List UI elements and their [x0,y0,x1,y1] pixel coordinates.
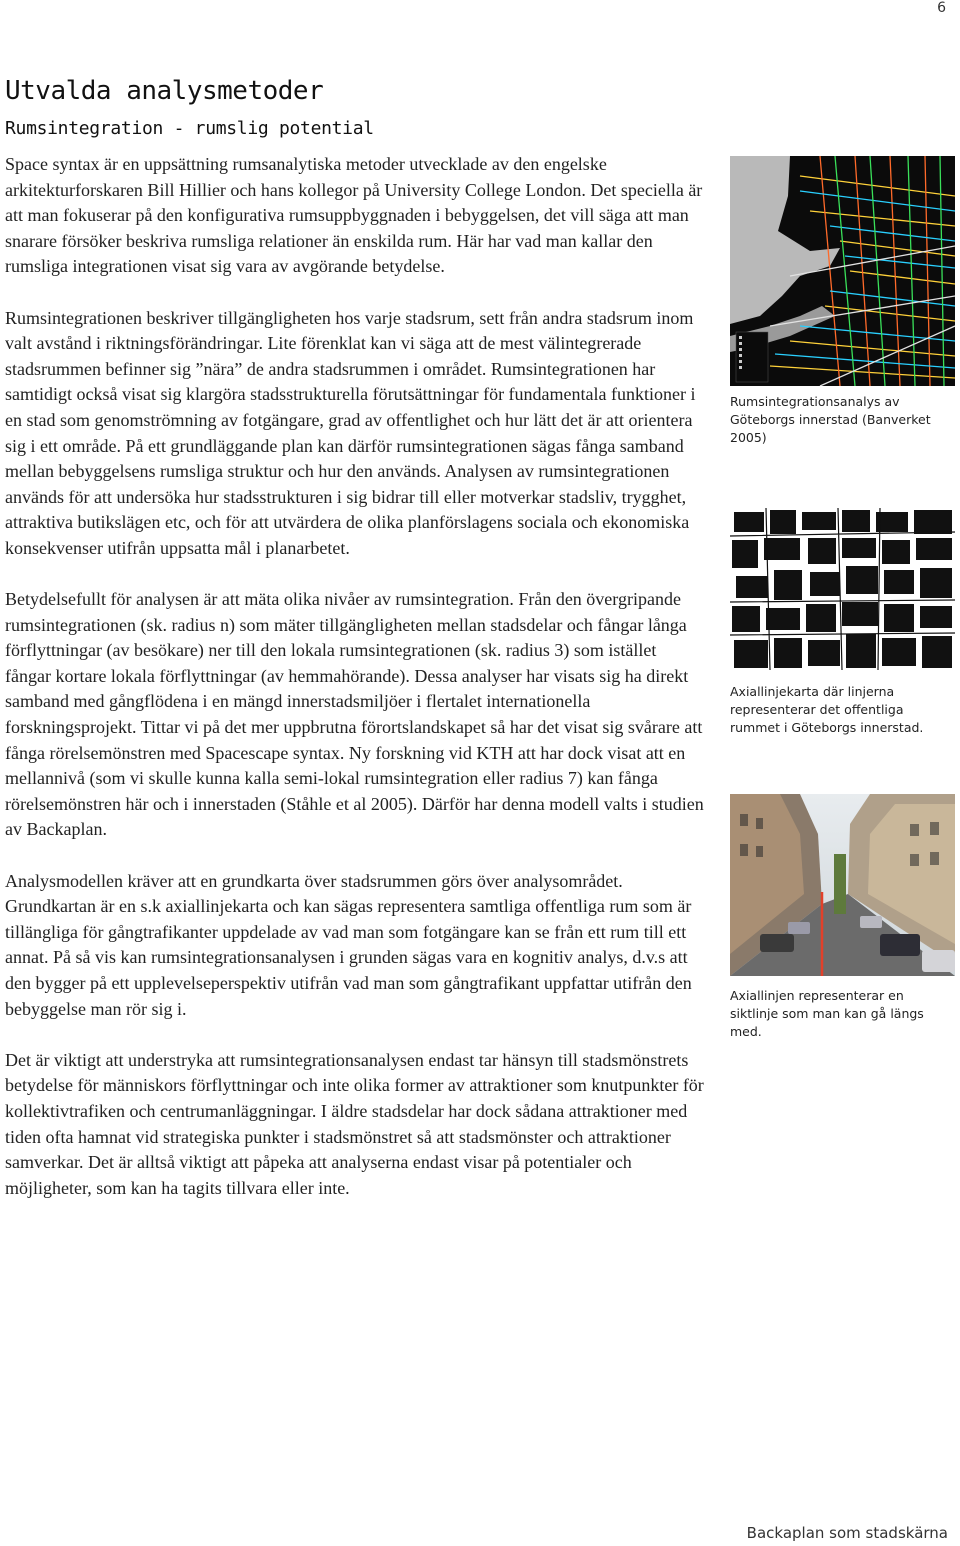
integration-map-caption: Rumsintegrationsanalys av Göteborgs innerstad (Banverket 2005) [730,394,931,445]
paragraph-2: Rumsintegrationen beskriver tillgängligheten hos varje stadsrum, sett från andra stadsrum inom valt avstånd i riktningsförändringar. Lite förenklat kan vi säga att de mest välintegrerade stadsrummen befinner sig ”nära” de andra stadsrummen i området. Rumsintegrationen har samtidigt också visat sig klargöra stadsstrukturella förutsättningar för fundamentala funktioner i en stad som genomströmning av fotgängare, grad av offentlighet och hur lätt det är att orientera sig i ett område. På ett grundläggande plan kan därför rumsintegrationen sägas fånga samband mellan bebyggelsens rumsliga struktur och hur den används. Analysen av rumsintegrationen används för att undersöka hur stadsstrukturen i sig bidrar till eller motverkar stadsliv, trygghet, attraktiva butikslägen etc, och för att utvärdera de olika planförslagens sociala och ekonomiska konsekvenser utifrån uppsatta mål i planarbetet. [5,307,696,558]
footer-title: Backaplan som stadskärna [746,1524,948,1542]
axial-map-figure [730,508,955,670]
page-title: Utvalda analysmetoder [5,76,324,106]
street-photo-caption: Axiallinjen representerar en siktlinje som man kan gå längs med. [730,988,924,1039]
integration-map-figure [730,156,955,386]
paragraph-5: Det är viktigt att understryka att rumsintegrationsanalysen endast tar hänsyn till stadsmönstrets betydelse för människors förflyttningar och inte olika former av attraktioner som knutpunkter för kollektivtrafiken och centrumanläggningar. I äldre stadsdelar har dock sådana attraktioner med tiden ofta hamnat vid strategiska punkter i stadsmönstret så att stadsmönster och attraktioner samverkar. Det är alltså viktigt att påpeka att analyserna endast visar på potentialer och möjligheter, som kan ha tagits tillvara eller inte. [5,1049,704,1198]
paragraph-1: Space syntax är en uppsättning rumsanalytiska metoder utvecklade av den engelske arkitekturforskaren Bill Hillier och hans kollegor på University College London. Det speciella är att man fokuserar på den konfigurativa rumsuppbyggnaden i bebyggelsen, det vill säga att man snarare försöker beskriva rumsliga relationer än enskilda rum. Här har vad man kallar den rumsliga integrationen visat sig vara av avgörande betydelse. [5,154,703,277]
paragraph-3: Betydelsefullt för analysen är att mäta olika nivåer av rumsintegration. Från den övergripande rumsintegrationen (sk. radius n) som mäter tillgängligheten mellan stadsdelar och fångar långa förflyttningar (av besökare) ner till den lokala rumsintegrationen (sk. radius 3) som istället fångar kortare lokala förflyttningar (av hemmahörande). Dessa analyser har visats sig ha direkt samband med gångflödena i en mängd innerstadsmiljöer i flertalet internationella forskningsprojekt. Tittar vi på det mer uppbrutna förortslandskapet så har det visat sig svårare att fånga rörelsemönstren med Spacescape syntax. Ny forskning vid KTH att har dock visat att en mellannivå (som vi skulle kunna kalla semi-lokal rumsintegration eller radius 7) kan fånga rörelsemönstren här och i innerstaden (Ståhle et al 2005). Därför har denna modell valts i studien av Backaplan. [5,589,704,840]
page-number: 6 [937,0,946,16]
paragraph-4: Analysmodellen kräver att en grundkarta över stadsrummen görs över analysområdet. Grundkartan är en s.k axiallinjekarta och kan sägas representera samtliga offentliga rum som är tillängliga för gångtrafikanter uppdelade av vad man som fotgängare kan se från ett rum till ett annat. På så vis kan rumsintegrationsanalysen i grunden sägas vara en kognitiv analys, d.v.s att den bygger på ett upplevelseperspektiv utifrån vad man som gångtrafikant uppfattar utifrån den bebyggelse man rör sig i. [5,870,692,1019]
axial-map-image [730,508,955,670]
integration-map-image [730,156,955,386]
section-subtitle: Rumsintegration - rumslig potential [5,118,374,139]
body-text [5,152,705,1227]
street-photo-figure [730,794,955,976]
street-photo-image [730,794,955,976]
axial-map-caption: Axiallinjekarta där linjerna representerar det offentliga rummet i Göteborgs innerstad. [730,684,924,735]
